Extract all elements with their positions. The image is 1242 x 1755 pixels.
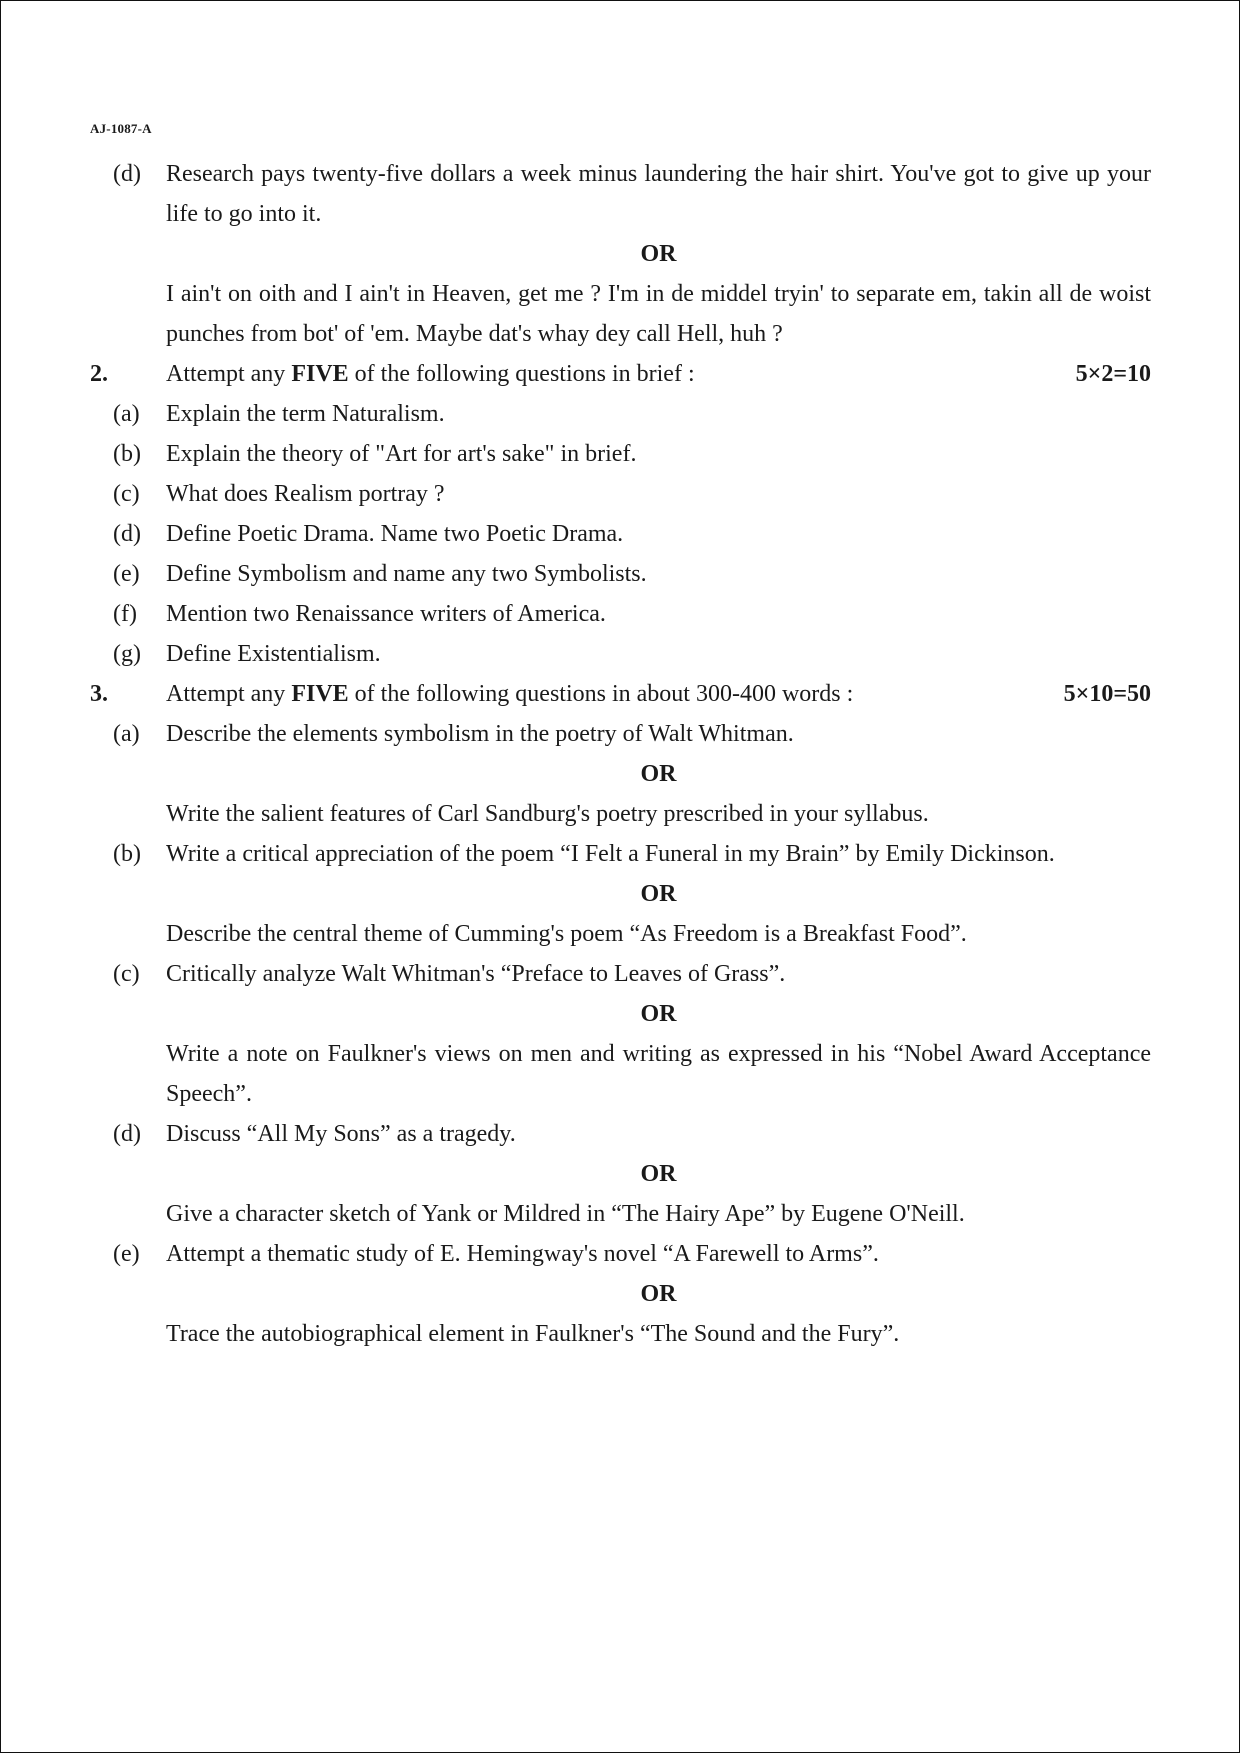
q3-item [90, 954, 1151, 994]
or-separator: OR [640, 241, 677, 267]
question-number: 2. [90, 361, 108, 387]
or-separator: OR [640, 1161, 677, 1187]
alternative-text: Give a character sketch of Yank or Mildred in “The Hairy Ape” by Eugene O'Neill. [166, 1201, 965, 1227]
q2-item [90, 474, 1151, 514]
alternative-text: Trace the autobiographical element in Faulkner's “The Sound and the Fury”. [166, 1321, 900, 1347]
q2-item [90, 394, 1151, 434]
item-label: (c) [113, 481, 140, 507]
item-label: (d) [113, 521, 141, 547]
item-text: Attempt a thematic study of E. Hemingway's novel “A Farewell to Arms”. [166, 1241, 879, 1267]
item-label: (d) [113, 1121, 141, 1147]
question-marks: 5×2=10 [1075, 361, 1151, 387]
instruction-tail: of the following questions in brief : [348, 361, 695, 387]
question-marks: 5×10=50 [1063, 681, 1151, 707]
item-label: (g) [113, 641, 141, 667]
item-text: Explain the theory of "Art for art's sake" in brief. [166, 441, 637, 467]
item-text: Write a critical appreciation of the poem “I Felt a Funeral in my Brain” by Emily Dickinson. [166, 841, 1055, 867]
item-text: Mention two Renaissance writers of America. [166, 601, 606, 627]
question-number: 3. [90, 681, 108, 707]
item-text: Define Poetic Drama. Name two Poetic Drama. [166, 521, 624, 547]
question-instruction [166, 354, 1056, 394]
item-label: (b) [113, 841, 141, 867]
q3-item [90, 1234, 1151, 1274]
or-separator: OR [640, 761, 677, 787]
question-instruction [166, 674, 1044, 714]
item-text: Define Symbolism and name any two Symbolists. [166, 561, 647, 587]
instruction-lead: Attempt any [166, 681, 292, 707]
item-label: (a) [113, 401, 140, 427]
or-separator: OR [640, 881, 677, 907]
item-label: (c) [113, 961, 140, 987]
alternative-text: Describe the central theme of Cumming's poem “As Freedom is a Breakfast Food”. [166, 921, 967, 947]
q3-item [90, 714, 1151, 754]
item-text: Define Existentialism. [166, 641, 381, 667]
item-text: Explain the term Naturalism. [166, 401, 445, 427]
alternative-text: I ain't on oith and I ain't in Heaven, get me ? I'm in de middel tryin' to separate em, takin all de woist punches from bot' of 'em. Maybe dat's whay dey call Hell, huh ? [166, 281, 1151, 347]
alternative-text: Write a note on Faulkner's views on men and writing as expressed in his “Nobel Award Acceptance Speech”. [166, 1041, 1151, 1107]
item-text: Critically analyze Walt Whitman's “Preface to Leaves of Grass”. [166, 961, 786, 987]
question-content [90, 154, 1151, 1354]
q2-item [90, 554, 1151, 594]
instruction-lead: Attempt any [166, 361, 292, 387]
instruction-tail: of the following questions in about 300-400 words : [348, 681, 854, 707]
item-text: Discuss “All My Sons” as a tragedy. [166, 1121, 516, 1147]
question-3-header [90, 674, 1151, 714]
item-text: Research pays twenty-five dollars a week minus laundering the hair shirt. You've got to give up your life to go into it. [166, 161, 1151, 227]
q2-item [90, 514, 1151, 554]
q3-item [90, 1114, 1151, 1154]
page-code: AJ-1087-A [90, 121, 152, 136]
item-label: (e) [113, 561, 140, 587]
q3-item [90, 834, 1151, 874]
item-label: (a) [113, 721, 140, 747]
q1-item-d [90, 154, 1151, 234]
instruction-emphasis: FIVE [291, 361, 349, 387]
item-text: Describe the elements symbolism in the poetry of Walt Whitman. [166, 721, 794, 747]
q2-item [90, 634, 1151, 674]
or-separator: OR [640, 1281, 677, 1307]
question-2-header [90, 354, 1151, 394]
item-label: (e) [113, 1241, 140, 1267]
alternative-text: Write the salient features of Carl Sandburg's poetry prescribed in your syllabus. [166, 801, 929, 827]
item-text: What does Realism portray ? [166, 481, 445, 507]
q2-item [90, 434, 1151, 474]
item-label: (f) [113, 601, 137, 627]
item-label: (d) [113, 161, 141, 187]
item-label: (b) [113, 441, 141, 467]
instruction-emphasis: FIVE [291, 681, 349, 707]
or-separator: OR [640, 1001, 677, 1027]
q2-item [90, 594, 1151, 634]
